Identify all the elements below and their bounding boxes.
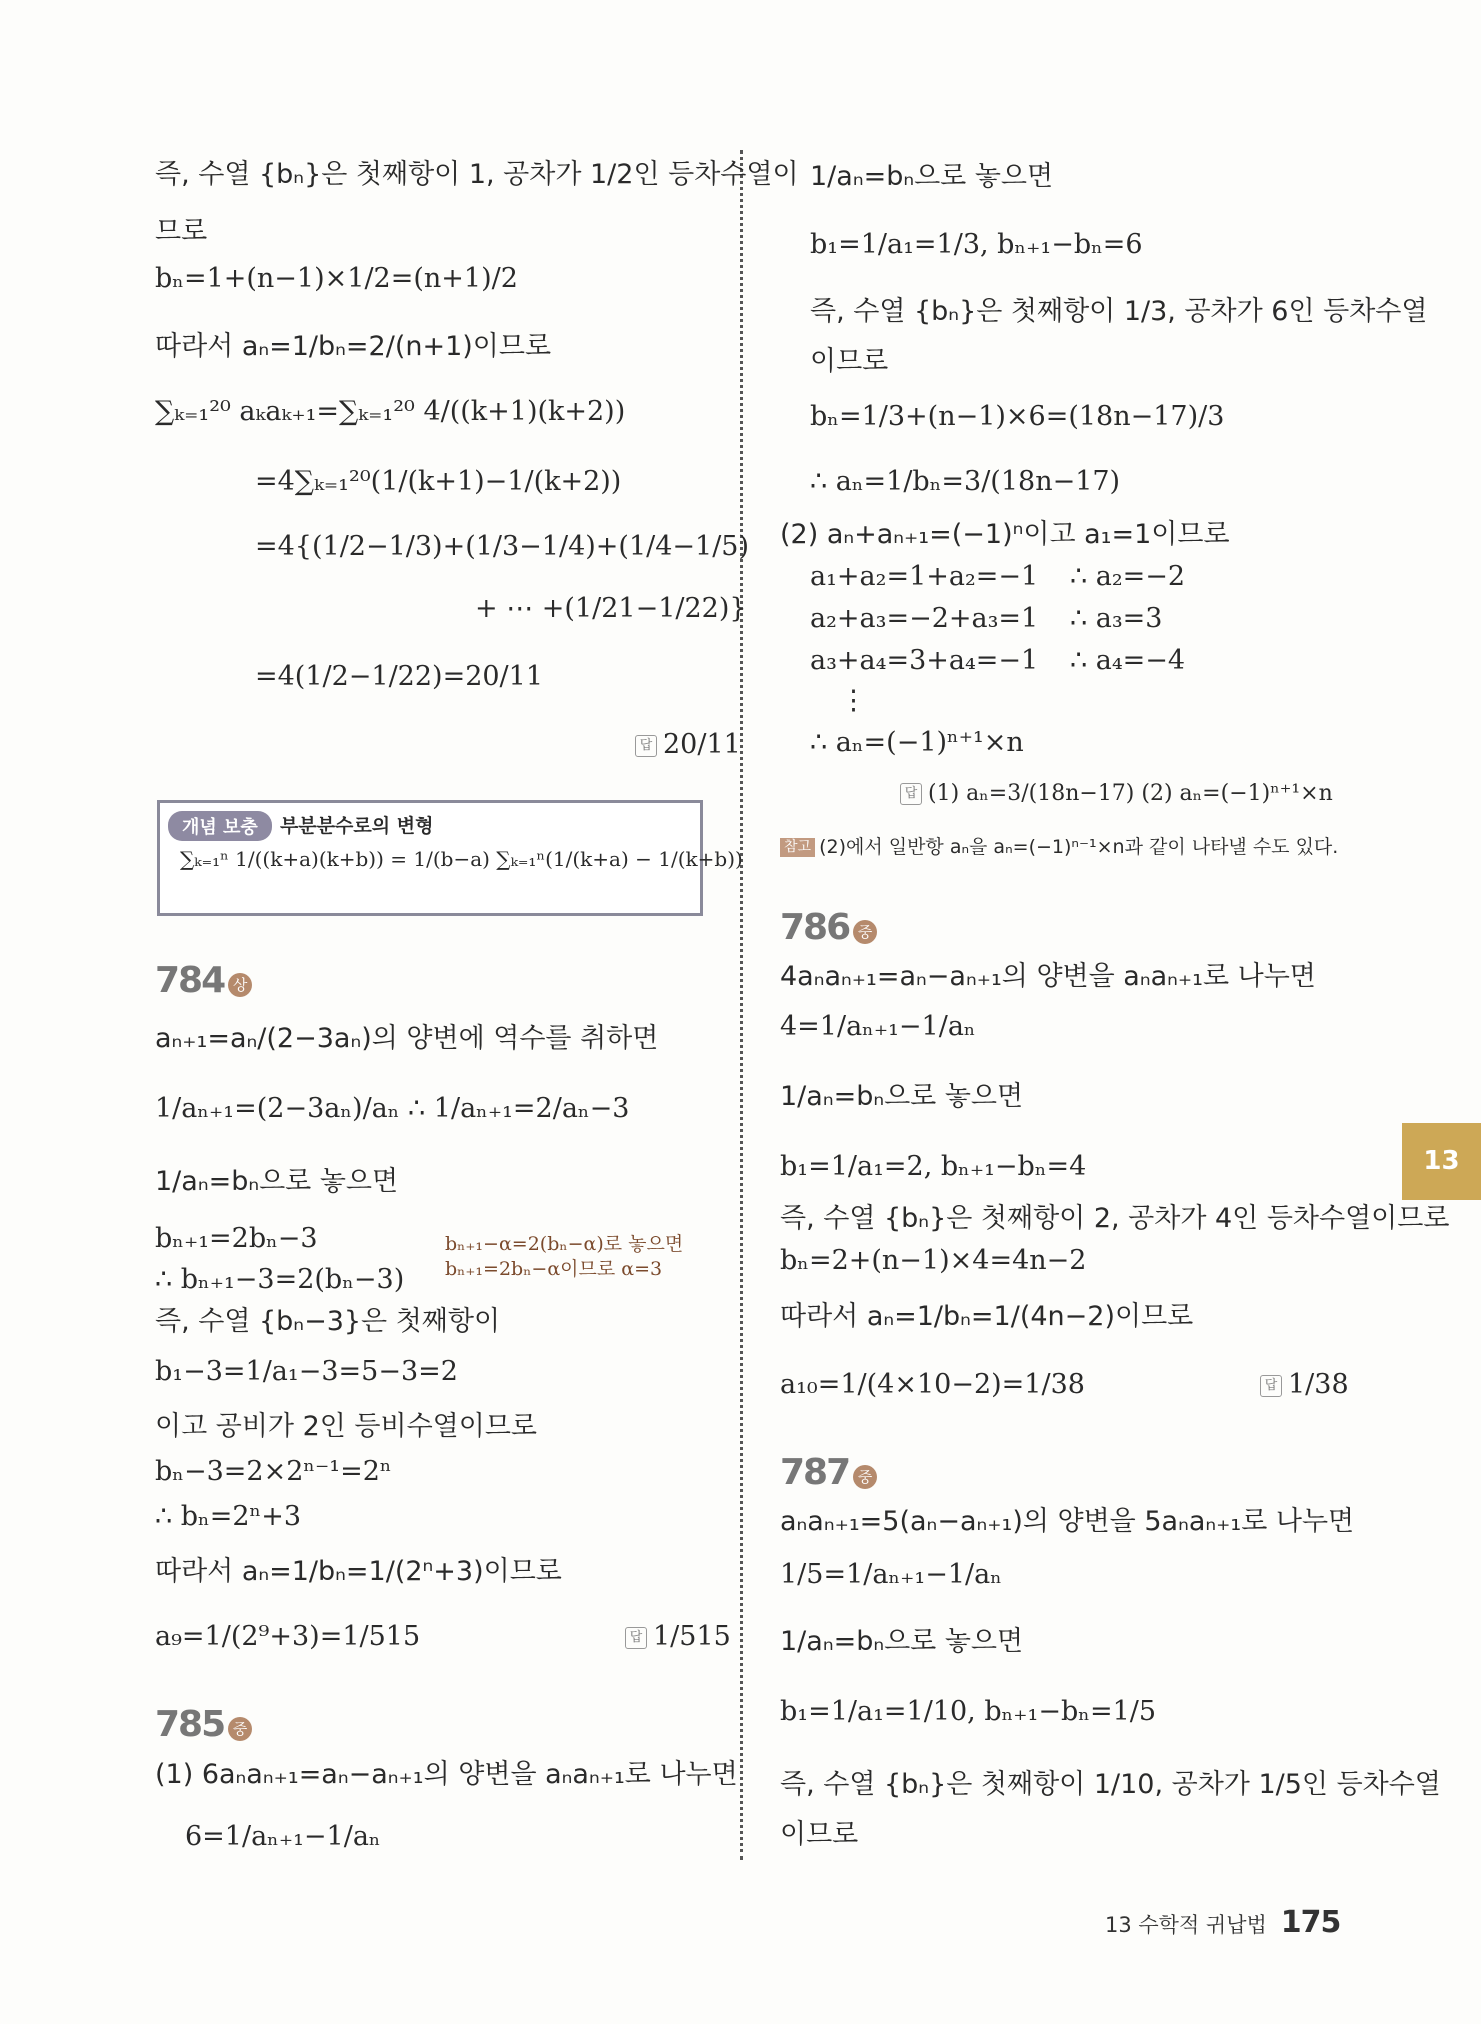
text-line: aₙ₊₁=aₙ/(2−3aₙ)의 양변에 역수를 취하면: [155, 1023, 659, 1054]
side-note: bₙ₊₁−α=2(bₙ−α)로 놓으면: [445, 1233, 684, 1255]
concept-title: 부분분수로의 변형: [280, 815, 434, 837]
equation-line: =4∑ₖ₌₁²⁰(1/(k+1)−1/(k+2)): [255, 466, 622, 497]
chapter-tab: 13: [1402, 1123, 1481, 1200]
answer-value: 1/38: [1288, 1369, 1349, 1400]
equation-line: a₃+a₄=3+a₄=−1: [810, 645, 1039, 676]
equation-line: ∴ aₙ=(−1)ⁿ⁺¹×n: [810, 727, 1024, 758]
problem-header: [780, 905, 877, 950]
text-line: 1/aₙ=bₙ으로 놓으면: [810, 161, 1054, 192]
equation-line: ∴ a₄=−4: [1070, 645, 1186, 676]
text-line: 4aₙaₙ₊₁=aₙ−aₙ₊₁의 양변을 aₙaₙ₊₁로 나누면: [780, 961, 1316, 992]
equation-line: a₂+a₃=−2+a₃=1: [810, 603, 1039, 634]
text-line: 므로: [155, 216, 208, 247]
text-line: 즉, 수열 {bₙ−3}은 첫째항이: [155, 1306, 501, 1337]
text-line: (1) 6aₙaₙ₊₁=aₙ−aₙ₊₁의 양변을 aₙaₙ₊₁로 나누면: [155, 1759, 738, 1790]
text-line: aₙaₙ₊₁=5(aₙ−aₙ₊₁)의 양변을 5aₙaₙ₊₁로 나누면: [780, 1506, 1355, 1537]
problem-number: 787: [780, 1452, 850, 1493]
side-note: bₙ₊₁=2bₙ−α이므로 α=3: [445, 1258, 663, 1280]
text-line: 1/aₙ=bₙ으로 놓으면: [780, 1626, 1024, 1657]
level-badge: 중: [853, 1465, 877, 1489]
level-badge: 중: [228, 1717, 252, 1741]
problem-number: 784: [155, 960, 225, 1001]
column-divider: [740, 150, 743, 1860]
page-footer: [1105, 1905, 1340, 1940]
text-line: 이므로: [780, 1819, 859, 1850]
concept-label: 개념 보충: [168, 811, 272, 841]
problem-header: [780, 1450, 877, 1495]
equation-line: bₙ=2+(n−1)×4=4n−2: [780, 1245, 1087, 1276]
answer: [635, 728, 741, 762]
problem-number: 785: [155, 1704, 225, 1745]
equation-line: ∴ aₙ=1/bₙ=3/(18n−17): [810, 466, 1121, 497]
level-badge: 상: [228, 973, 252, 997]
text-line: 즉, 수열 {bₙ}은 첫째항이 2, 공차가 4인 등차수열이므로: [780, 1203, 1450, 1234]
answer: [900, 780, 1333, 808]
equation-line: a₁₀=1/(4×10−2)=1/38: [780, 1369, 1085, 1400]
equation-line: ∴ bₙ=2ⁿ+3: [155, 1501, 302, 1532]
equation-line: ∑ₖ₌₁²⁰ aₖaₖ₊₁=∑ₖ₌₁²⁰ 4/((k+1)(k+2)): [155, 396, 626, 427]
answer-icon: 답: [635, 735, 657, 757]
reference-label: 참고: [780, 838, 815, 858]
equation-line: ∴ bₙ₊₁−3=2(bₙ−3): [155, 1264, 405, 1295]
equation-line: ∴ a₃=3: [1070, 603, 1163, 634]
equation-line: + ⋯ +(1/21−1/22)}: [475, 593, 747, 624]
equation-line: 1/aₙ₊₁=(2−3aₙ)/aₙ ∴ 1/aₙ₊₁=2/aₙ−3: [155, 1093, 630, 1124]
equation-line: 1/5=1/aₙ₊₁−1/aₙ: [780, 1559, 1002, 1590]
text-line: 즉, 수열 {bₙ}은 첫째항이 1/3, 공차가 6인 등차수열: [810, 296, 1428, 327]
equation-line: a₉=1/(2⁹+3)=1/515: [155, 1621, 421, 1652]
problem-number: 786: [780, 907, 850, 948]
text-line: 1/aₙ=bₙ으로 놓으면: [780, 1081, 1024, 1112]
text-line: 이므로: [810, 346, 889, 377]
answer-value: 1/515: [653, 1621, 731, 1652]
footer-chapter: 13 수학적 귀납법: [1105, 1913, 1267, 1937]
ellipsis: ⋮: [840, 685, 867, 716]
answer-icon: 답: [625, 1627, 647, 1649]
answer: [1260, 1368, 1349, 1402]
text-line: 따라서 aₙ=1/bₙ=1/(4n−2)이므로: [780, 1301, 1194, 1332]
text-line: 이고 공비가 2인 등비수열이므로: [155, 1411, 537, 1442]
answer-value: 20/11: [663, 729, 741, 760]
equation-line: b₁=1/a₁=1/10, bₙ₊₁−bₙ=1/5: [780, 1696, 1157, 1727]
equation-line: b₁=1/a₁=1/3, bₙ₊₁−bₙ=6: [810, 229, 1143, 260]
reference-text: (2)에서 일반항 aₙ을 aₙ=(−1)ⁿ⁻¹×n과 같이 나타낼 수도 있다.: [819, 836, 1339, 858]
concept-formula: ∑ₖ₌₁ⁿ 1/((k+a)(k+b)) = 1/(b−a) ∑ₖ₌₁ⁿ(1/(k+a) − 1/(k+b)): [180, 847, 743, 871]
concept-box: [157, 800, 743, 916]
equation-line: =4{(1/2−1/3)+(1/3−1/4)+(1/4−1/5): [255, 531, 750, 562]
text-line: (2) aₙ+aₙ₊₁=(−1)ⁿ이고 a₁=1이므로: [780, 519, 1230, 550]
text-line: 따라서 aₙ=1/bₙ=2/(n+1)이므로: [155, 331, 552, 362]
equation-line: bₙ−3=2×2ⁿ⁻¹=2ⁿ: [155, 1456, 392, 1487]
text-line: 따라서 aₙ=1/bₙ=1/(2ⁿ+3)이므로: [155, 1556, 562, 1587]
page-number: 175: [1280, 1905, 1341, 1940]
answer-icon: 답: [900, 783, 922, 805]
answer-icon: 답: [1260, 1375, 1282, 1397]
equation-line: =4(1/2−1/22)=20/11: [255, 661, 544, 692]
equation-line: b₁=1/a₁=2, bₙ₊₁−bₙ=4: [780, 1151, 1087, 1182]
text-line: 1/aₙ=bₙ으로 놓으면: [155, 1166, 399, 1197]
equation-line: 6=1/aₙ₊₁−1/aₙ: [185, 1821, 381, 1852]
answer: [625, 1620, 731, 1654]
problem-header: [155, 1702, 252, 1747]
answer-value: (1) aₙ=3/(18n−17) (2) aₙ=(−1)ⁿ⁺¹×n: [928, 781, 1333, 806]
equation-line: ∴ a₂=−2: [1070, 561, 1186, 592]
level-badge: 중: [853, 920, 877, 944]
equation-line: bₙ₊₁=2bₙ−3: [155, 1223, 318, 1254]
text-line: 즉, 수열 {bₙ}은 첫째항이 1/10, 공차가 1/5인 등차수열: [780, 1769, 1441, 1800]
equation-line: bₙ=1+(n−1)×1/2=(n+1)/2: [155, 263, 518, 294]
text-line: 즉, 수열 {bₙ}은 첫째항이 1, 공차가 1/2인 등차수열이: [155, 159, 799, 190]
problem-header: [155, 958, 252, 1003]
equation-line: bₙ=1/3+(n−1)×6=(18n−17)/3: [810, 401, 1225, 432]
equation-line: 4=1/aₙ₊₁−1/aₙ: [780, 1011, 976, 1042]
equation-line: a₁+a₂=1+a₂=−1: [810, 561, 1039, 592]
reference-note: [780, 836, 1338, 860]
equation-line: b₁−3=1/a₁−3=5−3=2: [155, 1356, 458, 1387]
